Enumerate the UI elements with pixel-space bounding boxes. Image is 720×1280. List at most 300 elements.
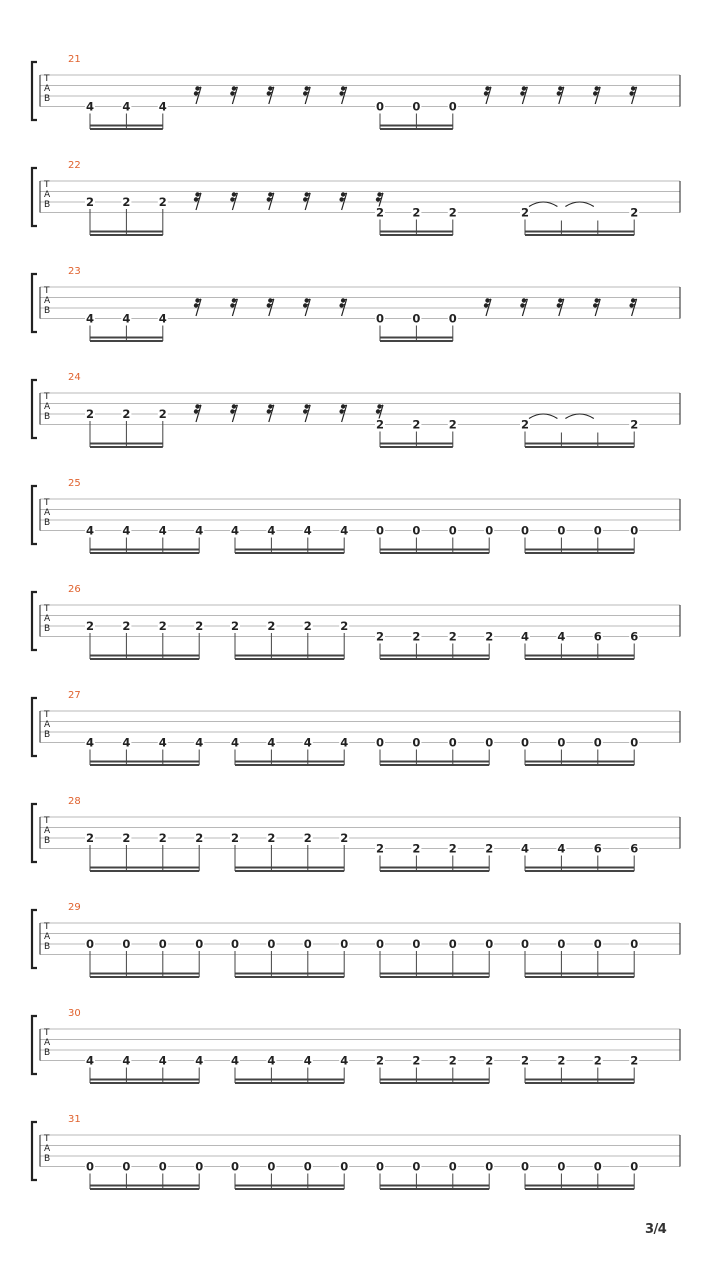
fret-number: 0 — [412, 735, 421, 750]
sixteenth-rest-icon — [520, 298, 527, 316]
fret-number: 4 — [230, 735, 240, 750]
beam — [380, 976, 489, 978]
system-bracket — [32, 380, 37, 438]
tab-system — [32, 584, 680, 660]
tab-clef-letter: B — [44, 306, 51, 316]
fret-number: 2 — [485, 841, 494, 856]
fret-number: 2 — [375, 629, 385, 644]
tab-system — [32, 1114, 680, 1190]
tab-clef-letter: T — [44, 1134, 50, 1144]
fret-number: 2 — [375, 417, 385, 432]
tab-clef-letter: T — [44, 604, 50, 614]
fret-number: 2 — [267, 831, 276, 845]
fret-number: 4 — [158, 99, 167, 114]
sixteenth-rest-icon — [303, 86, 310, 104]
fret-number: 0 — [412, 937, 421, 951]
fret-number: 2 — [520, 417, 530, 432]
beam — [525, 976, 634, 978]
fret-number: 2 — [448, 205, 457, 220]
tab-system — [32, 478, 680, 554]
fret-number: 4 — [303, 523, 312, 538]
beam — [90, 870, 199, 872]
fret-number: 2 — [230, 619, 240, 633]
tab-clef-letter: B — [44, 942, 51, 952]
system-bracket — [32, 592, 37, 650]
beam — [380, 870, 489, 872]
beam — [380, 1185, 489, 1187]
fret-number: 4 — [122, 735, 131, 750]
fret-number: 4 — [340, 1053, 349, 1068]
beam — [380, 973, 489, 975]
tab-clef-letter: T — [44, 922, 50, 932]
beam — [90, 658, 199, 660]
sixteenth-rest-icon — [557, 86, 564, 104]
beam — [525, 764, 634, 766]
fret-number: 4 — [303, 735, 312, 750]
fret-number: 0 — [412, 523, 421, 538]
system-bracket — [32, 168, 37, 226]
beam — [525, 658, 634, 660]
fret-number: 4 — [195, 735, 204, 750]
fret-number: 2 — [195, 619, 204, 633]
fret-number: 0 — [230, 937, 240, 951]
fret-number: 2 — [485, 629, 494, 644]
sixteenth-rest-icon — [267, 192, 274, 210]
fret-number: 2 — [85, 195, 95, 209]
fret-number: 4 — [158, 735, 167, 750]
tab-clef-letter: A — [44, 508, 51, 518]
beam — [380, 658, 489, 660]
fret-number: 2 — [448, 841, 457, 856]
fret-number: 4 — [303, 1053, 312, 1068]
beam — [525, 446, 634, 448]
tab-clef-letter: B — [44, 518, 51, 528]
fret-number: 0 — [557, 523, 566, 538]
beam — [235, 976, 344, 978]
tab-clef-letter: A — [44, 932, 51, 942]
fret-number: 0 — [122, 1159, 131, 1174]
sixteenth-rest-icon — [484, 298, 491, 316]
fret-number: 0 — [375, 735, 385, 750]
beam — [90, 976, 199, 978]
beam — [90, 867, 199, 869]
tab-system — [32, 796, 680, 872]
beam — [235, 1079, 344, 1081]
fret-number: 0 — [412, 99, 421, 114]
fret-number: 0 — [520, 735, 530, 750]
tab-clef-letter: B — [44, 1048, 51, 1058]
fret-number: 0 — [412, 311, 421, 326]
fret-number: 0 — [630, 937, 639, 951]
beam — [380, 549, 489, 551]
fret-number: 0 — [375, 99, 385, 114]
beam — [525, 443, 634, 445]
beam — [90, 337, 163, 339]
fret-number: 0 — [230, 1159, 240, 1174]
fret-number: 2 — [340, 831, 349, 845]
fret-number: 4 — [158, 523, 167, 538]
tab-clef-letter: B — [44, 836, 51, 846]
beam — [525, 1079, 634, 1081]
fret-number: 0 — [340, 1159, 349, 1174]
tab-clef-letter: A — [44, 296, 51, 306]
beam — [525, 552, 634, 554]
fret-number: 0 — [267, 1159, 276, 1174]
fret-number: 4 — [122, 99, 131, 114]
fret-number: 4 — [520, 841, 530, 856]
beam — [90, 1188, 199, 1190]
sixteenth-rest-icon — [230, 298, 237, 316]
system-bracket — [32, 1016, 37, 1074]
tie-arc — [565, 202, 593, 207]
fret-number: 0 — [630, 1159, 639, 1174]
fret-number: 0 — [85, 1159, 95, 1174]
fret-number: 2 — [485, 1053, 494, 1068]
beam — [90, 655, 199, 657]
tab-system — [32, 160, 680, 236]
sixteenth-rest-icon — [194, 298, 201, 316]
beam — [90, 234, 163, 236]
fret-number: 0 — [485, 937, 494, 951]
fret-number: 0 — [340, 937, 349, 951]
fret-number: 0 — [375, 1159, 385, 1174]
beam — [90, 340, 163, 342]
beam — [235, 867, 344, 869]
fret-number: 2 — [303, 619, 312, 633]
fret-number: 2 — [85, 831, 95, 845]
tab-system — [32, 372, 680, 448]
fret-number: 0 — [593, 735, 602, 750]
sixteenth-rest-icon — [194, 86, 201, 104]
fret-number: 2 — [557, 1053, 566, 1068]
sixteenth-rest-icon — [339, 192, 346, 210]
fret-number: 0 — [593, 937, 602, 951]
fret-number: 0 — [412, 1159, 421, 1174]
fret-number: 0 — [375, 311, 385, 326]
fret-number: 2 — [122, 195, 131, 209]
fret-number: 0 — [448, 99, 457, 114]
fret-number: 2 — [593, 1053, 602, 1068]
fret-number: 4 — [158, 1053, 167, 1068]
fret-number: 2 — [158, 831, 167, 845]
fret-number: 4 — [267, 523, 276, 538]
fret-number: 0 — [557, 1159, 566, 1174]
sixteenth-rest-icon — [484, 86, 491, 104]
fret-number: 0 — [630, 735, 639, 750]
fret-number: 4 — [230, 523, 240, 538]
beam — [525, 231, 634, 233]
beam — [90, 973, 199, 975]
fret-number: 2 — [85, 619, 95, 633]
fret-number: 0 — [448, 1159, 457, 1174]
system-bracket — [32, 62, 37, 120]
beam — [235, 1082, 344, 1084]
sixteenth-rest-icon — [593, 86, 600, 104]
fret-number: 2 — [412, 417, 421, 432]
measure-number: 31 — [68, 1114, 81, 1125]
tab-clef-letter: A — [44, 1038, 51, 1048]
fret-number: 2 — [85, 407, 95, 421]
fret-number: 0 — [195, 1159, 204, 1174]
beam — [380, 1079, 489, 1081]
sixteenth-rest-icon — [303, 404, 310, 422]
fret-number: 2 — [630, 1053, 639, 1068]
sixteenth-rest-icon — [339, 86, 346, 104]
system-bracket — [32, 804, 37, 862]
fret-number: 0 — [557, 937, 566, 951]
fret-number: 0 — [520, 523, 530, 538]
tab-clef-letter: T — [44, 1028, 50, 1038]
beam — [235, 552, 344, 554]
fret-number: 2 — [630, 205, 639, 220]
system-bracket — [32, 1122, 37, 1180]
system-bracket — [32, 698, 37, 756]
fret-number: 6 — [593, 629, 602, 644]
fret-number: 2 — [340, 619, 349, 633]
beam — [380, 761, 489, 763]
fret-number: 2 — [448, 629, 457, 644]
tab-system — [32, 266, 680, 342]
beam — [525, 761, 634, 763]
beam — [380, 340, 453, 342]
beam — [235, 658, 344, 660]
measure-number: 28 — [68, 796, 81, 807]
sixteenth-rest-icon — [629, 86, 636, 104]
beam — [380, 764, 489, 766]
measure-number: 22 — [68, 160, 81, 171]
tie-arc — [529, 202, 557, 207]
tab-clef-letter: A — [44, 402, 51, 412]
beam — [380, 1082, 489, 1084]
beam — [380, 655, 489, 657]
tab-clef-letter: T — [44, 286, 50, 296]
fret-number: 0 — [557, 735, 566, 750]
fret-number: 2 — [412, 629, 421, 644]
fret-number: 4 — [158, 311, 167, 326]
beam — [235, 973, 344, 975]
tab-system — [32, 902, 680, 978]
fret-number: 4 — [85, 735, 95, 750]
measure-number: 29 — [68, 902, 81, 913]
fret-number: 0 — [122, 937, 131, 951]
beam — [525, 1188, 634, 1190]
beam — [90, 446, 163, 448]
measure-number: 30 — [68, 1008, 81, 1019]
fret-number: 2 — [412, 841, 421, 856]
fret-number: 4 — [85, 99, 95, 114]
beam — [235, 764, 344, 766]
measure-number: 26 — [68, 584, 81, 595]
tab-system — [32, 54, 680, 130]
tab-clef-letter: B — [44, 624, 51, 634]
fret-number: 0 — [485, 1159, 494, 1174]
tab-clef-letter: A — [44, 84, 51, 94]
fret-number: 2 — [375, 205, 385, 220]
beam — [235, 549, 344, 551]
fret-number: 0 — [485, 523, 494, 538]
beam — [525, 867, 634, 869]
fret-number: 4 — [85, 311, 95, 326]
fret-number: 0 — [520, 1159, 530, 1174]
beam — [380, 867, 489, 869]
fret-number: 2 — [158, 407, 167, 421]
sixteenth-rest-icon — [339, 404, 346, 422]
fret-number: 2 — [448, 1053, 457, 1068]
fret-number: 0 — [630, 523, 639, 538]
sixteenth-rest-icon — [267, 298, 274, 316]
beam — [380, 552, 489, 554]
beam — [380, 446, 453, 448]
fret-number: 4 — [340, 523, 349, 538]
fret-number: 2 — [303, 831, 312, 845]
fret-number: 0 — [448, 937, 457, 951]
tab-clef-letter: A — [44, 1144, 51, 1154]
sixteenth-rest-icon — [520, 86, 527, 104]
fret-number: 2 — [267, 619, 276, 633]
measure-number: 23 — [68, 266, 81, 277]
tab-clef-letter: B — [44, 730, 51, 740]
beam — [235, 1185, 344, 1187]
beam — [380, 234, 453, 236]
beam — [525, 549, 634, 551]
beam — [90, 443, 163, 445]
fret-number: 2 — [375, 1053, 385, 1068]
sixteenth-rest-icon — [194, 192, 201, 210]
tab-clef-letter: T — [44, 710, 50, 720]
fret-number: 0 — [303, 937, 312, 951]
fret-number: 4 — [557, 841, 566, 856]
beam — [380, 443, 453, 445]
tab-clef-letter: A — [44, 190, 51, 200]
fret-number: 4 — [230, 1053, 240, 1068]
beam — [380, 337, 453, 339]
tab-clef-letter: B — [44, 1154, 51, 1164]
measure-number: 24 — [68, 372, 81, 383]
sixteenth-rest-icon — [593, 298, 600, 316]
sixteenth-rest-icon — [194, 404, 201, 422]
beam — [90, 231, 163, 233]
fret-number: 2 — [520, 1053, 530, 1068]
beam — [90, 552, 199, 554]
fret-number: 6 — [593, 841, 602, 856]
fret-number: 0 — [485, 735, 494, 750]
tab-clef-letter: A — [44, 720, 51, 730]
fret-number: 4 — [267, 1053, 276, 1068]
tie-arc — [565, 414, 593, 419]
fret-number: 4 — [122, 523, 131, 538]
fret-number: 2 — [448, 417, 457, 432]
sixteenth-rest-icon — [629, 298, 636, 316]
sixteenth-rest-icon — [557, 298, 564, 316]
fret-number: 2 — [195, 831, 204, 845]
tab-clef-letter: A — [44, 826, 51, 836]
fret-number: 2 — [158, 619, 167, 633]
fret-number: 2 — [412, 205, 421, 220]
tab-clef-letter: B — [44, 94, 51, 104]
tab-clef-letter: T — [44, 498, 50, 508]
fret-number: 0 — [448, 311, 457, 326]
tab-clef-letter: B — [44, 200, 51, 210]
beam — [90, 549, 199, 551]
beam — [525, 870, 634, 872]
beam — [525, 655, 634, 657]
fret-number: 2 — [122, 831, 131, 845]
tie-arc — [529, 414, 557, 419]
sixteenth-rest-icon — [230, 404, 237, 422]
fret-number: 2 — [122, 407, 131, 421]
tab-clef-letter: A — [44, 614, 51, 624]
fret-number: 2 — [412, 1053, 421, 1068]
fret-number: 4 — [195, 523, 204, 538]
tab-clef-letter: T — [44, 180, 50, 190]
page-number: 3/4 — [645, 1222, 667, 1237]
fret-number: 0 — [448, 735, 457, 750]
system-bracket — [32, 910, 37, 968]
fret-number: 0 — [85, 937, 95, 951]
fret-number: 4 — [195, 1053, 204, 1068]
beam — [380, 128, 453, 130]
fret-number: 4 — [85, 523, 95, 538]
beam — [235, 870, 344, 872]
fret-number: 6 — [630, 629, 639, 644]
fret-number: 0 — [593, 523, 602, 538]
sixteenth-rest-icon — [230, 86, 237, 104]
fret-number: 0 — [267, 937, 276, 951]
fret-number: 6 — [630, 841, 639, 856]
beam — [525, 234, 634, 236]
beam — [525, 1082, 634, 1084]
fret-number: 2 — [122, 619, 131, 633]
measure-number: 27 — [68, 690, 81, 701]
beam — [380, 1188, 489, 1190]
fret-number: 4 — [340, 735, 349, 750]
tab-clef-letter: B — [44, 412, 51, 422]
fret-number: 0 — [448, 523, 457, 538]
fret-number: 0 — [195, 937, 204, 951]
fret-number: 4 — [122, 1053, 131, 1068]
sixteenth-rest-icon — [339, 298, 346, 316]
fret-number: 2 — [630, 417, 639, 432]
tab-clef-letter: T — [44, 74, 50, 84]
beam — [90, 1079, 199, 1081]
fret-number: 0 — [158, 937, 167, 951]
fret-number: 2 — [158, 195, 167, 209]
beam — [380, 231, 453, 233]
beam — [525, 973, 634, 975]
fret-number: 0 — [520, 937, 530, 951]
fret-number: 4 — [557, 629, 566, 644]
fret-number: 4 — [520, 629, 530, 644]
beam — [90, 125, 163, 127]
beam — [235, 761, 344, 763]
sixteenth-rest-icon — [303, 298, 310, 316]
system-bracket — [32, 274, 37, 332]
tab-system — [32, 690, 680, 766]
fret-number: 0 — [303, 1159, 312, 1174]
fret-number: 4 — [85, 1053, 95, 1068]
sixteenth-rest-icon — [230, 192, 237, 210]
fret-number: 0 — [375, 937, 385, 951]
beam — [90, 1185, 199, 1187]
fret-number: 2 — [230, 831, 240, 845]
beam — [235, 655, 344, 657]
fret-number: 2 — [520, 205, 530, 220]
sixteenth-rest-icon — [267, 404, 274, 422]
sixteenth-rest-icon — [303, 192, 310, 210]
beam — [90, 1082, 199, 1084]
beam — [380, 125, 453, 127]
beam — [90, 761, 199, 763]
